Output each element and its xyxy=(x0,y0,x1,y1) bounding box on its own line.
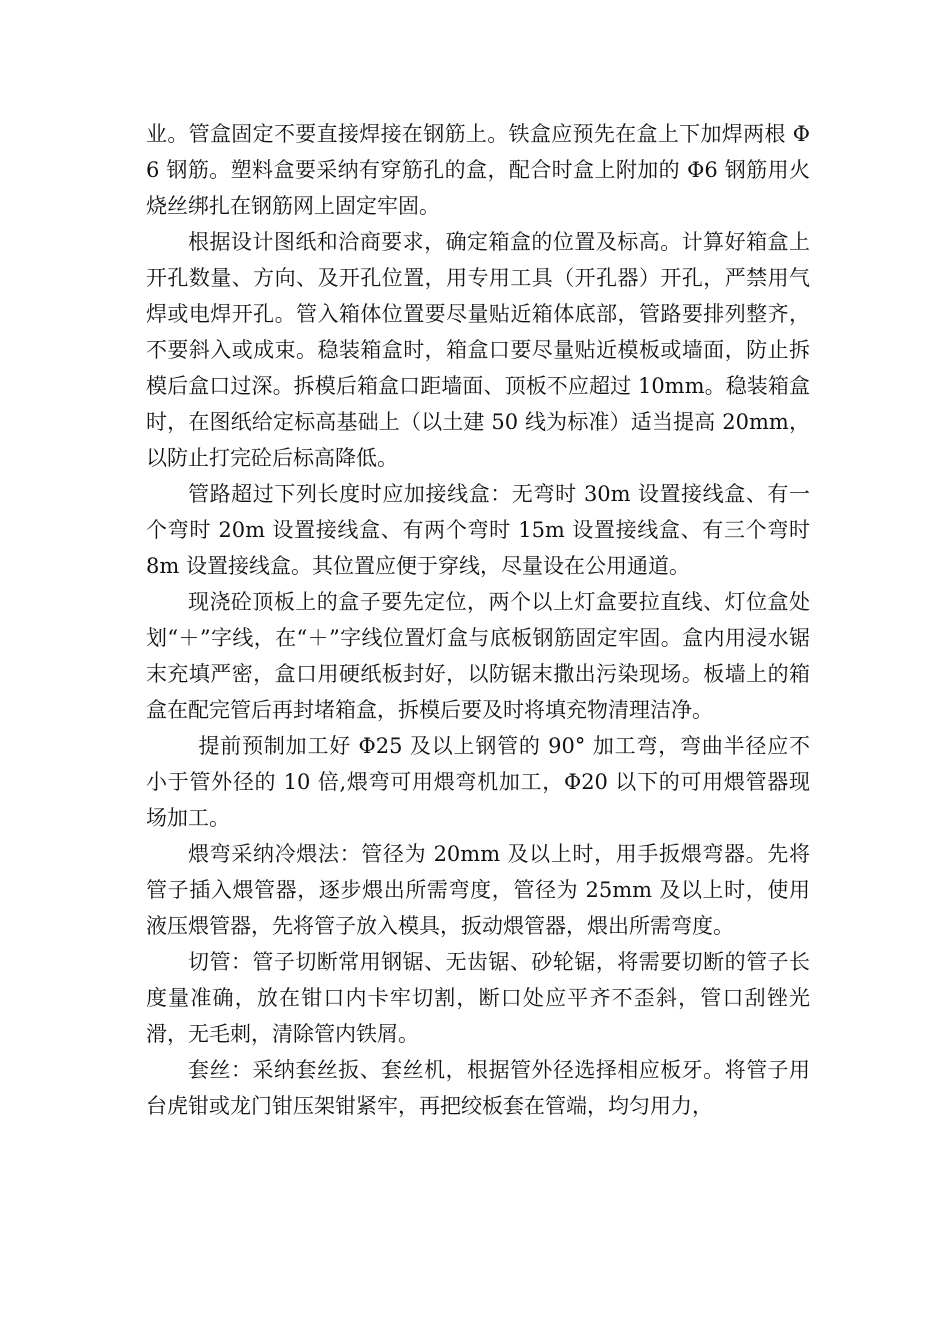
paragraph-cold-bending: 煨弯采纳冷煨法：管径为 20mm 及以上时，用手扳煨弯器。先将管子插入煨管器，逐步煨出所需弯度，管径为 25mm 及以上时，使用液压煨管器，先将管子放入模具，扳动煨管器，煨出所需弯度。 xyxy=(146,842,810,938)
paragraph-junction-box-length: 管路超过下列长度时应加接线盒：无弯时 30m 设置接线盒、有一个弯时 20m 设置接线盒、有两个弯时 15m 设置接线盒、有三个弯时 8m 设置接线盒。其位置应便于穿线，尽量设在公用通道。 xyxy=(146,482,810,578)
paragraph-pipe-cutting: 切管：管子切断常用钢锯、无齿锯、砂轮锯，将需要切断的管子长度量准确，放在钳口内卡牢切割，断口处应平齐不歪斜，管口刮锉光滑，无毛刺，清除管内铁屑。 xyxy=(146,950,810,1046)
paragraph-prefabricated-bend: 提前预制加工好 Φ25 及以上钢管的 90° 加工弯，弯曲半径应不小于管外径的 10 倍,煨弯可用煨弯机加工，Φ20 以下的可用煨管器现场加工。 xyxy=(146,734,810,830)
paragraph-ceiling-box: 现浇砼顶板上的盒子要先定位，两个以上灯盒要拉直线、灯位盒处划“＋”字线，在“＋”字线位置灯盒与底板钢筋固定牢固。盒内用浸水锯末充填严密，盒口用硬纸板封好，以防锯末撒出污染现场。板墙上的箱盒在配完管后再封堵箱盒，拆模后要及时将填充物清理洁净。 xyxy=(146,590,810,722)
paragraph-box-positioning: 根据设计图纸和洽商要求，确定箱盒的位置及标高。计算好箱盒上开孔数量、方向、及开孔位置，用专用工具（开孔器）开孔，严禁用气焊或电焊开孔。管入箱体位置要尽量贴近箱体底部，管路要排列整齐，不要斜入或成束。稳装箱盒时，箱盒口要尽量贴近模板或墙面，防止拆模后盒口过深。拆模后箱盒口距墙面、顶板不应超过 10mm。稳装箱盒时，在图纸给定标高基础上（以土建 50 线为标准）适当提高 20mm，以防止打完砼后标高降低。 xyxy=(146,230,810,470)
paragraph-continuation: 业。管盒固定不要直接焊接在钢筋上。铁盒应预先在盒上下加焊两根 Φ6 钢筋。塑料盒要采纳有穿筋孔的盒，配合时盒上附加的 Φ6 钢筋用火烧丝绑扎在钢筋网上固定牢固。 xyxy=(146,122,810,218)
document-body xyxy=(146,116,810,1124)
paragraph-threading: 套丝：采纳套丝扳、套丝机，根据管外径选择相应板牙。将管子用台虎钳或龙门钳压架钳紧牢，再把绞板套在管端，均匀用力， xyxy=(146,1058,810,1118)
